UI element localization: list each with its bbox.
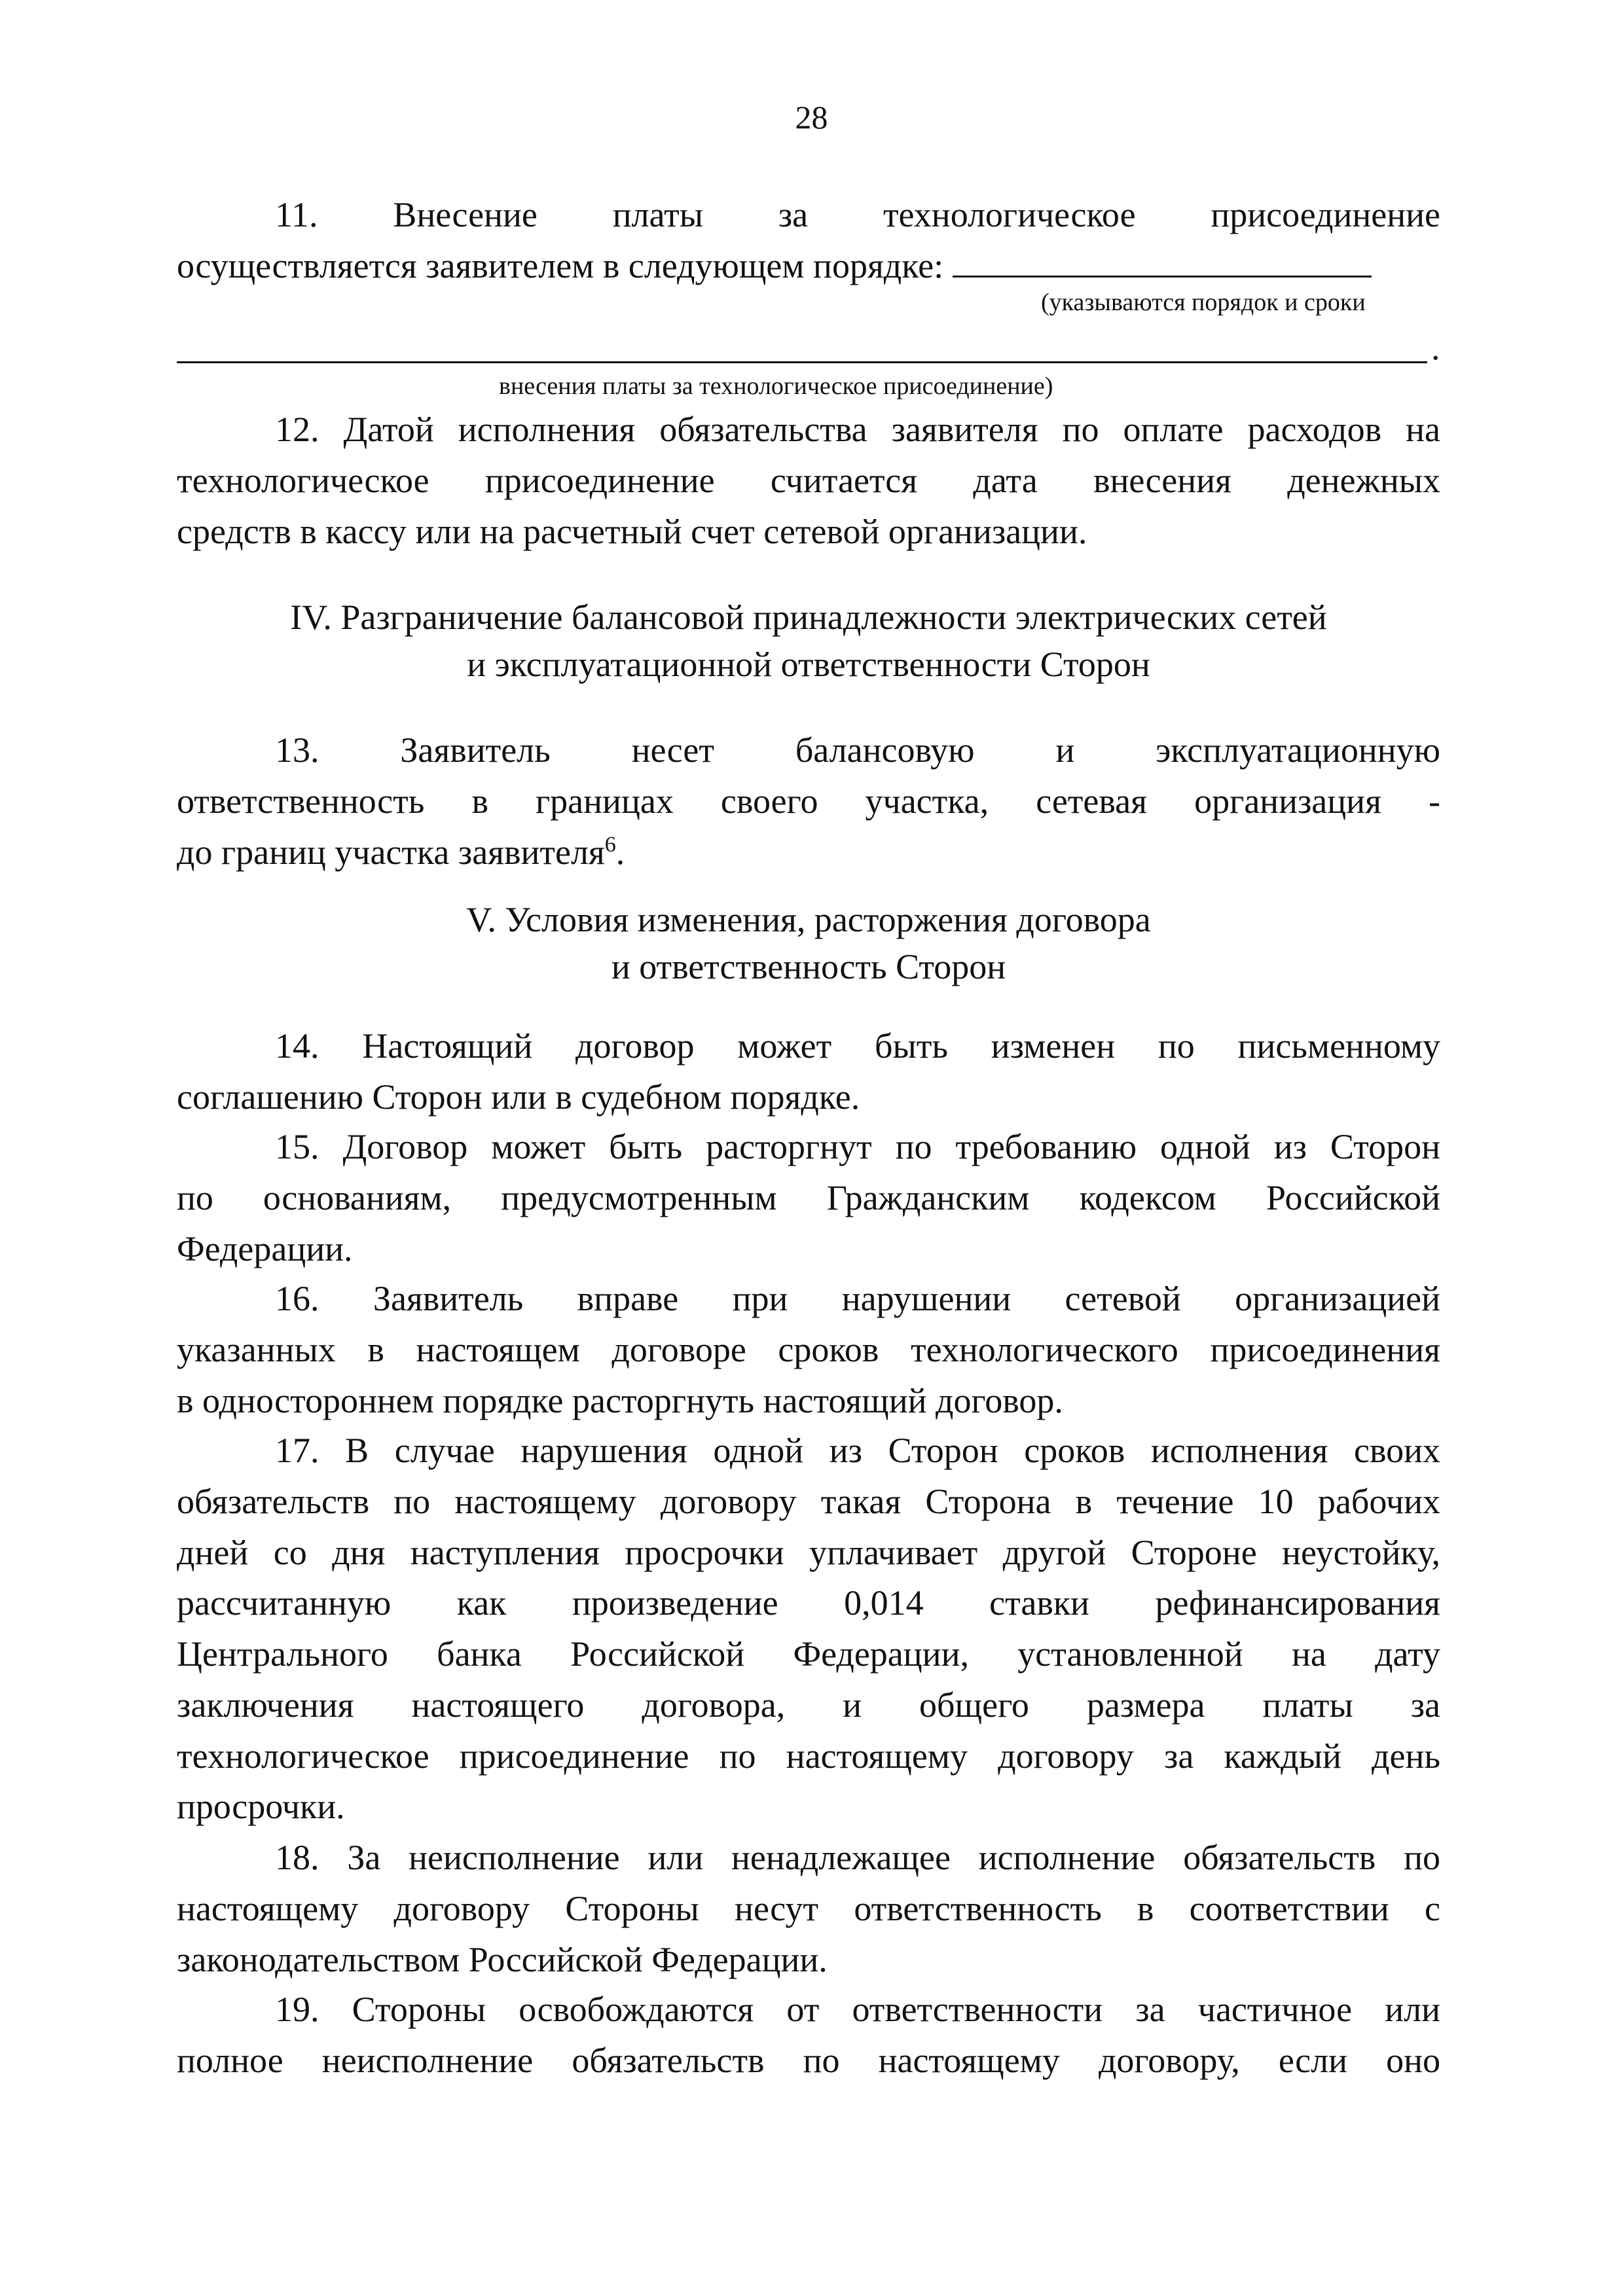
item-14-line-1: 14. Настоящий договор может быть изменен по письменному — [275, 1026, 1440, 1066]
footnote-ref-6[interactable]: 6 — [604, 832, 616, 857]
item-17-line-7: технологическое присоединение по настоящему договору за каждый день — [177, 1736, 1440, 1776]
item-16-line-3: в одностороннем порядке расторгнуть настоящий договор. — [177, 1380, 1063, 1420]
item-14-line-2: соглашению Сторон или в судебном порядке. — [177, 1077, 860, 1117]
section-5-heading — [177, 897, 1440, 991]
item-13-line-2: ответственность в границах своего участка, сетевая организация - — [177, 781, 1440, 821]
section-5-title-line-2: и ответственность Сторон — [611, 946, 1006, 986]
item-13-line-1: 13. Заявитель несет балансовую и эксплуатационную — [275, 730, 1440, 770]
payment-order-blank — [953, 243, 1372, 278]
item-19-line-2: полное неисполнение обязательств по настоящему договору, если оно — [177, 2040, 1440, 2080]
item-11 — [177, 190, 1440, 292]
item-19-line-1: 19. Стороны освобождаются от ответственности за частичное или — [275, 1990, 1440, 2029]
item-12 — [177, 404, 1440, 557]
item-12-line-3: средств в кассу или на расчетный счет сетевой организации. — [177, 511, 1087, 551]
item-19 — [177, 1984, 1440, 2087]
item-17-line-3: дней со дня наступления просрочки уплачивает другой Стороне неустойку, — [177, 1532, 1440, 1572]
item-17-line-2: обязательств по настоящему договору такая Сторона в течение 10 рабочих — [177, 1481, 1440, 1521]
item-14 — [177, 1021, 1440, 1123]
item-11-line-2: осуществляется заявителем в следующем порядке: — [177, 241, 1440, 292]
item-13 — [177, 725, 1440, 878]
item-17-line-5: Центрального банка Российской Федерации, установленной на дату — [177, 1634, 1440, 1674]
payment-terms-blank — [177, 322, 1427, 363]
item-17-line-8: просрочки. — [177, 1787, 345, 1827]
item-11-hint-2: внесения платы за технологическое присоединение) — [499, 372, 1053, 400]
item-18-line-2: настоящему договору Стороны несут ответственность в соответствии с — [177, 1888, 1440, 1928]
item-11-line-1: 11. Внесение платы за технологическое присоединение — [275, 195, 1441, 234]
section-4-heading — [177, 594, 1440, 689]
section-5-title-line-1: V. Условия изменения, расторжения договора — [466, 900, 1151, 939]
item-17 — [177, 1426, 1440, 1833]
item-16 — [177, 1274, 1440, 1426]
item-16-line-1: 16. Заявитель вправе при нарушении сетевой организацией — [275, 1279, 1440, 1318]
item-15-line-1: 15. Договор может быть расторгнут по требованию одной из Сторон — [275, 1127, 1440, 1166]
item-13-line-3: до границ участка заявителя$^6$. — [177, 832, 625, 872]
section-4-title-line-2: и эксплуатационной ответственности Сторон — [467, 644, 1150, 684]
item-18-line-3: законодательством Российской Федерации. — [177, 1939, 828, 1979]
item-17-line-6: заключения настоящего договора, и общего размера платы за — [177, 1685, 1440, 1725]
item-11-hint-1: (указываются порядок и сроки — [1041, 289, 1366, 316]
item-18-line-1: 18. За неисполнение или ненадлежащее исполнение обязательств по — [275, 1838, 1440, 1877]
item-15-line-2: по основаниям, предусмотренным Гражданским кодексом Российской — [177, 1177, 1440, 1217]
item-11-period: . — [1431, 328, 1440, 367]
item-17-line-1: 17. В случае нарушения одной из Сторон сроков исполнения своих — [275, 1431, 1440, 1470]
item-12-line-2: технологическое присоединение считается дата внесения денежных — [177, 460, 1440, 500]
item-18 — [177, 1833, 1440, 1985]
item-15-line-3: Федерации. — [177, 1229, 353, 1268]
item-16-line-2: указанных в настоящем договоре сроков технологического присоединения — [177, 1329, 1440, 1369]
item-17-line-4: рассчитанную как произведение 0,014 ставки рефинансирования — [177, 1583, 1440, 1623]
item-15 — [177, 1122, 1440, 1274]
page-number: 28 — [795, 99, 828, 135]
section-4-title-line-1: IV. Разграничение балансовой принадлежности электрических сетей — [290, 598, 1327, 637]
item-12-line-1: 12. Датой исполнения обязательства заявителя по оплате расходов на — [275, 410, 1440, 449]
